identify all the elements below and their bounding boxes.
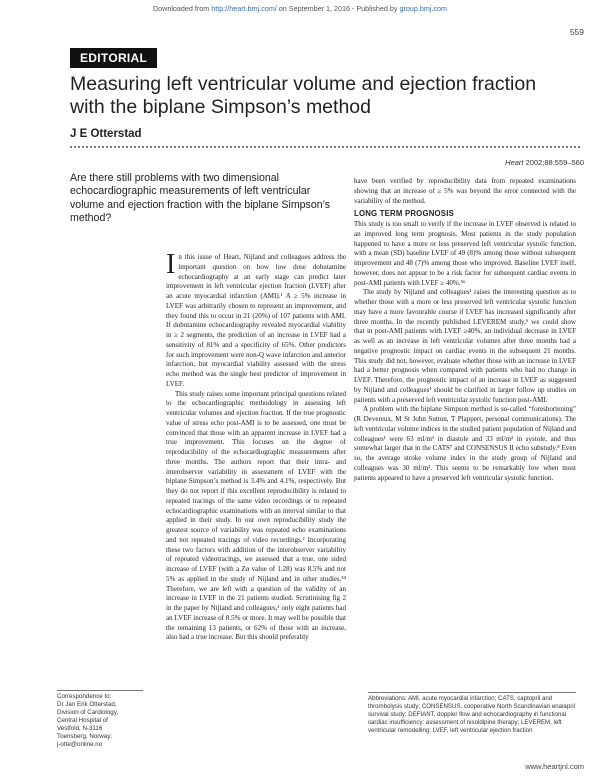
download-banner	[0, 4, 600, 13]
paragraph	[166, 249, 346, 390]
paragraph: This study raises some important principal questions related to the echocardiographic methodology in assessing left ventricular volumes and ejection fraction. If the true prognostic value of stress echo post-AMI is to be assessed, one must be convinced that those with an apparent increase in LVEF had a true improvement. This focuses on the degree of reproducibility of the echocardiographic measurements after three months. The authors report that their intra- and interobserver variability in assessment of LVEF with the biplane Simpson’s method is 3.4% and 4.1%, respectively. But they do not report if this excellent reproducibility is related to repeated tracings of the same video recordings or to repeated echocardiographic examinations with an interval similar to that applied in their study. In our own reproducibility study the greatest source of variability was repeated echo examinations and not repeated tracings of video recordings.² Incorporating these two factors with addition of the interobserver variability of repeated videotracings, we assessed that a true, one sided increase of LVEF (with a Zα value of 1.28) was 8.5% and not 5% as applied in the study of Nijland and in other studies.³⁴ Therefore, we are left with a question of the validity of an increase in LVEF in the 21 patients studied. Scrutinising fig 2 in the paper by Nijland and colleagues,¹ only eight patients had an LVEF increase of 8.5% or more. It may well be possible that the remaining 13 patients, or 62% of those with an increase, also had a true increase. But this should preferably	[166, 389, 346, 642]
journal-link[interactable]: http://heart.bmj.com/	[211, 4, 277, 13]
citation	[505, 158, 584, 167]
divider	[368, 692, 576, 693]
group-link[interactable]: group.bmj.com	[399, 4, 448, 13]
lead-paragraph: Are there still problems with two dimensional echocardiographic measurements of left ventricular volume and ejection fraction with the biplane Simpson’s method?	[70, 172, 331, 225]
paragraph: This study is too small to verify if the increase in LVEF observed is related to an improved long term prognosis. Most patients in the study population happened to have a more or less preserved left ventricular systolic function, with a mean (SD) baseline LVEF of 49 (8)% among those without subsequent improvement and 48 (7)% among those who improved. Baseline LVEF itself, however, does not appear to be a risk factor for subsequent cardiac events in post-AMI patients with LVEF ≥ 40%.⁵⁶	[354, 220, 576, 287]
download-prefix: Downloaded from	[152, 4, 212, 13]
correspondence-email[interactable]: j-otte@online.no	[57, 741, 103, 748]
paragraph-text: n this issue of Heart, Nijland and colleagues address the important question on how low dose dobutamine echocardiography at an early stage can predict later improvement in left ventricular ejection fraction (LVEF) after an acute myocardial infarction (AMI).¹ A ≥ 5% increase in LVEF was arbitrarily chosen to represent an improvement, and they found this to occur in 21 (20%) of 107 patients with AMI. If dobutamine echocardiography revealed myocardial viability in ≥ 2 segments, the prediction of an increase in LVEF had a sensitivity of 81% and a specificity of 65%. Other predictors for such improvement were non-Q wave infarction and anterior infarction, but myocardial viability assessed with the stress echo method was the single best predictor of improvement in LVEF.	[166, 253, 346, 388]
citation-journal: Heart	[505, 158, 524, 167]
correspondence-line: Vestfold, N-3116	[57, 725, 103, 732]
page-number: 559	[569, 27, 584, 37]
article-title: Measuring left ventricular volume and ejection fraction with the biplane Simpson’s method	[70, 73, 537, 118]
abbreviations-box	[368, 692, 576, 735]
drop-cap: I	[166, 249, 176, 280]
paragraph: The study by Nijland and colleagues¹ raises the interesting question as to whether those with a more or less preserved left ventricular systolic function may have a more favourable course if LVEF has increased significantly after three months. In the recently published LEVEREM study,⁶ we could show that in post-AMI patients with LVEF ≥40%, an individual decrease in LVEF as well as an increase in left ventricular volumes after three months had a negative prognostic impact on cardiac events in the subsequent 21 months. This study did not, however, evaluate whether those with an increase in LVEF had a better prognosis when compared with patients who had no change in LVEF. Therefore, the prognostic impact of an increase in LVEF as suggested by Nijland and colleagues¹ should be clarified in larger follow up studies on patients with a preserved left ventricular systolic function post-AMI.	[354, 288, 576, 404]
section-label: EDITORIAL	[70, 48, 157, 68]
correspondence-line: Dr Jan Erik Otterstad,	[57, 701, 117, 708]
correspondence-line: Division of Cardiology,	[57, 709, 119, 716]
download-mid: on September 1, 2016 - Published by	[276, 4, 400, 13]
right-column	[354, 177, 576, 483]
divider	[57, 690, 143, 691]
left-column	[166, 249, 346, 643]
correspondence-line: Toensberg, Norway;	[57, 733, 113, 740]
citation-details: 2002;88:559–560	[523, 158, 584, 167]
section-heading: LONG TERM PROGNOSIS	[354, 209, 454, 219]
abbreviations-text: Abbreviations: AMI, acute myocardial infarction; CATS, captopril and thrombolysis study; CONSENSUS, cooperative North Scandinavian enalapril survival study; DEFIANT, doppler flow and echocardiography in functional cardiac insufficiency: assessment of nisoldipine therapy; LEVEREM, left ventricular remodelling; LVEF, left ventricular ejection fraction	[368, 695, 575, 735]
correspondence-box	[57, 690, 143, 749]
correspondence-line: Correspondence to:	[57, 693, 112, 700]
paragraph: have been verified by reproducibility data from repeated examinations showing that an increase of ≥ 5% was beyond the error connected with the variability of the method.	[354, 177, 576, 205]
author-name: J E Otterstad	[70, 128, 142, 140]
dotted-divider	[70, 146, 580, 148]
paragraph: A problem with the biplane Simpson method is so-called “foreshortening” (R Devereux, M St John Sutton, T Plappert, personal communications). The left ventricular volume indices in the studied patient population of Nijland and colleagues¹ were 63 ml/m² in diastole and 33 ml/m² in systole, and thus somewhat larger that in the CATS⁷ and CONSENSUS II echo substudy.⁸ Even so, the average stroke volume index in the study group of Nijland and colleagues was 30 ml/m². This seems to be remarkably low when most patients appeared to have a preserved left ventricular systolic function.	[354, 405, 576, 482]
footer-url[interactable]: www.heartjnl.com	[525, 762, 584, 771]
correspondence-line: Central Hospital of	[57, 717, 108, 724]
